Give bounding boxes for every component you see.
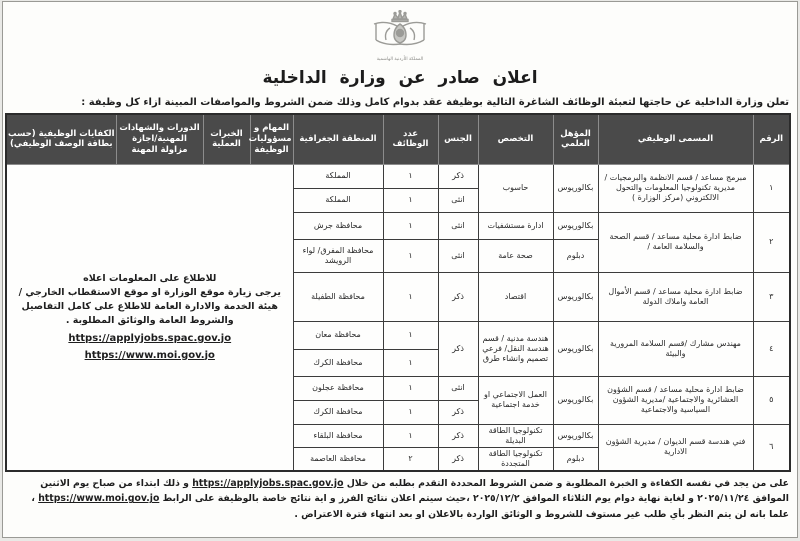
table-header-row xyxy=(6,114,790,164)
moi-link[interactable]: https://www.moi.gov.jo xyxy=(84,349,215,361)
job-title-cell: مهندس مشارك /قسم السلامة المرورية والبيئة xyxy=(598,321,753,376)
col-vacancy-count: عدد الوظائف xyxy=(383,114,438,164)
degree-cell: دبلوم xyxy=(553,239,598,272)
spec-cell: حاسوب xyxy=(478,164,553,212)
gender-cell: ذكر xyxy=(438,400,478,424)
region-cell: محافظة الكرك xyxy=(293,349,383,376)
count-cell: ١ xyxy=(383,272,438,321)
col-courses: الدورات والشهادات المهنية/اجازة مزاولة المهنة xyxy=(116,114,203,164)
job-number-cell: ٣ xyxy=(753,272,790,321)
degree-cell: بكالوريوس xyxy=(553,376,598,424)
job-number-cell: ٢ xyxy=(753,212,790,272)
notice-line-2: يرجى زيارة موقع الوزارة او موقع الاستقطاب الخارجي / هيئة الخدمة والادارة العامة للاطلاع على كامل التفاصيل والشروط العامة والوثائق المطلوبة . xyxy=(18,286,281,327)
count-cell: ١ xyxy=(383,400,438,424)
col-degree: المؤهل العلمي xyxy=(553,114,598,164)
count-cell: ١ xyxy=(383,212,438,239)
degree-cell: بكالوريوس xyxy=(553,424,598,447)
count-cell: ١ xyxy=(383,321,438,349)
spec-cell: تكنولوجيا الطاقة المتجددة xyxy=(478,447,553,471)
page-title: اعلان صادر عن وزارة الداخلية xyxy=(262,68,538,88)
col-gender: الجنس xyxy=(438,114,478,164)
spec-cell: تكنولوجيا الطاقة البديلة xyxy=(478,424,553,447)
count-cell: ١ xyxy=(383,376,438,400)
spec-cell: هندسة مدنية / قسم هندسة النقل/ فرعي تصميم وانشاء طرق xyxy=(478,321,553,376)
col-specialization: التخصص xyxy=(478,114,553,164)
footer-text-3: ، علما بانه لن يتم النظر بأي طلب غير مستوف للشروط و الوثائق الواردة بالاعلان او بعد انتهاء فترة الاعتراض . xyxy=(31,493,789,521)
degree-cell: بكالوريوس xyxy=(553,272,598,321)
gender-cell: انثى xyxy=(438,376,478,400)
job-number-cell: ٤ xyxy=(753,321,790,376)
job-title-cell: مبرمج مساعد / قسم الانظمة والبرمجيات / مديرية تكنولوجيا المعلومات والتحول الالكتروني (مركز الوزارة ) xyxy=(598,164,753,212)
count-cell: ١ xyxy=(383,424,438,447)
table-row xyxy=(6,164,790,188)
job-title-cell: فني هندسة قسم الديوان / مديرية الشؤون الادارية xyxy=(598,424,753,471)
intro-text: تعلن وزارة الداخلية عن حاجتها لتعبئة الوظائف الشاغرة التالية بوظيفة عقد بدوام كامل وذلك ضمن الشروط والمواصفات المبينة ازاء كل وظيفة : xyxy=(81,97,789,108)
spec-cell: صحة عامة xyxy=(478,239,553,272)
region-cell: المملكة xyxy=(293,164,383,188)
gender-cell: ذكر xyxy=(438,321,478,376)
applyjobs-footer-link[interactable]: https://applyjobs.spac.gov.jo xyxy=(192,477,344,489)
spec-cell: ادارة مستشفيات xyxy=(478,212,553,239)
region-cell: محافظة العاصمة xyxy=(293,447,383,471)
col-region: المنطقة الجغرافية xyxy=(293,114,383,164)
document-page xyxy=(2,1,798,538)
gender-cell: انثى xyxy=(438,212,478,239)
job-number-cell: ٦ xyxy=(753,424,790,471)
count-cell: ٢ xyxy=(383,447,438,471)
job-title-cell: ضابط ادارة محلية مساعد / قسم الصحة والسلامة العامة / xyxy=(598,212,753,272)
document-header xyxy=(9,6,791,62)
count-cell: ١ xyxy=(383,164,438,188)
spec-cell: العمل الاجتماعي او خدمة اجتماعية xyxy=(478,376,553,424)
region-cell: محافظة الطفيلة xyxy=(293,272,383,321)
notice-line-1: للاطلاع على المعلومات اعلاه xyxy=(83,272,217,284)
region-cell: محافظة معان xyxy=(293,321,383,349)
gender-cell: ذكر xyxy=(438,272,478,321)
degree-cell: دبلوم xyxy=(553,447,598,471)
degree-cell: بكالوريوس xyxy=(553,164,598,212)
moi-footer-link[interactable]: https://www.moi.gov.jo xyxy=(38,493,160,505)
job-number-cell: ١ xyxy=(753,164,790,212)
gender-cell: ذكر xyxy=(438,424,478,447)
job-title-cell: ضابط ادارة محلية مساعد / قسم الشؤون العشائرية والاجتماعية /مديرية الشؤون السياسية والاجتماعية xyxy=(598,376,753,424)
gender-cell: انثى xyxy=(438,188,478,212)
emblem-caption: المملكة الأردنية الهاشمية xyxy=(376,57,424,62)
region-cell: المملكة xyxy=(293,188,383,212)
region-cell: محافظة الكرك xyxy=(293,400,383,424)
notice-cell xyxy=(6,164,293,471)
footer-text-2: و ذلك ابتداء من صباح يوم الاثنين الموافق ٢٠٢٥/١١/٢٤ و لغاية نهاية دوام يوم الثلاثاء الموافق ٢٠٢٥/١٢/٢ ،حيث سيتم اعلان نتائج الفرز و اية نتائج خاصة بالوظيفة على الرابط xyxy=(40,477,789,505)
gender-cell: ذكر xyxy=(438,447,478,471)
region-cell: محافظة عجلون xyxy=(293,376,383,400)
applyjobs-link[interactable]: https://applyjobs.spac.gov.jo xyxy=(68,332,232,344)
gender-cell: انثى xyxy=(438,239,478,272)
vacancies-table xyxy=(5,113,791,472)
region-cell: محافظة جرش xyxy=(293,212,383,239)
region-cell: محافظة البلقاء xyxy=(293,424,383,447)
col-competencies: الكفايات الوظيفية (حسب بطاقة الوصف الوظيفي) xyxy=(6,114,116,164)
col-number: الرقم xyxy=(753,114,790,164)
degree-cell: بكالوريوس xyxy=(553,321,598,376)
degree-cell: بكالوريوس xyxy=(553,212,598,239)
count-cell: ١ xyxy=(383,239,438,272)
count-cell: ١ xyxy=(383,349,438,376)
job-title-cell: ضابط ادارة محلية مساعد / قسم الأموال العامة واملاك الدولة xyxy=(598,272,753,321)
col-experience: الخبرات العملية xyxy=(203,114,250,164)
footer-text-1: على من يجد في نفسه الكفاءة و الخبرة المطلوبة و ضمن الشروط المحددة التقدم بطلبه من خلال xyxy=(343,477,789,489)
region-cell: محافظة المفرق/ لواء الرويشد xyxy=(293,239,383,272)
gender-cell: ذكر xyxy=(438,164,478,188)
footer-instructions xyxy=(9,476,791,523)
spec-cell: اقتصاد xyxy=(478,272,553,321)
count-cell: ١ xyxy=(383,188,438,212)
jordan-coat-of-arms-icon xyxy=(364,10,436,56)
col-job-title: المسمى الوظيفي xyxy=(598,114,753,164)
job-number-cell: ٥ xyxy=(753,376,790,424)
col-duties: المهام و مسؤوليات الوظيفة xyxy=(250,114,293,164)
